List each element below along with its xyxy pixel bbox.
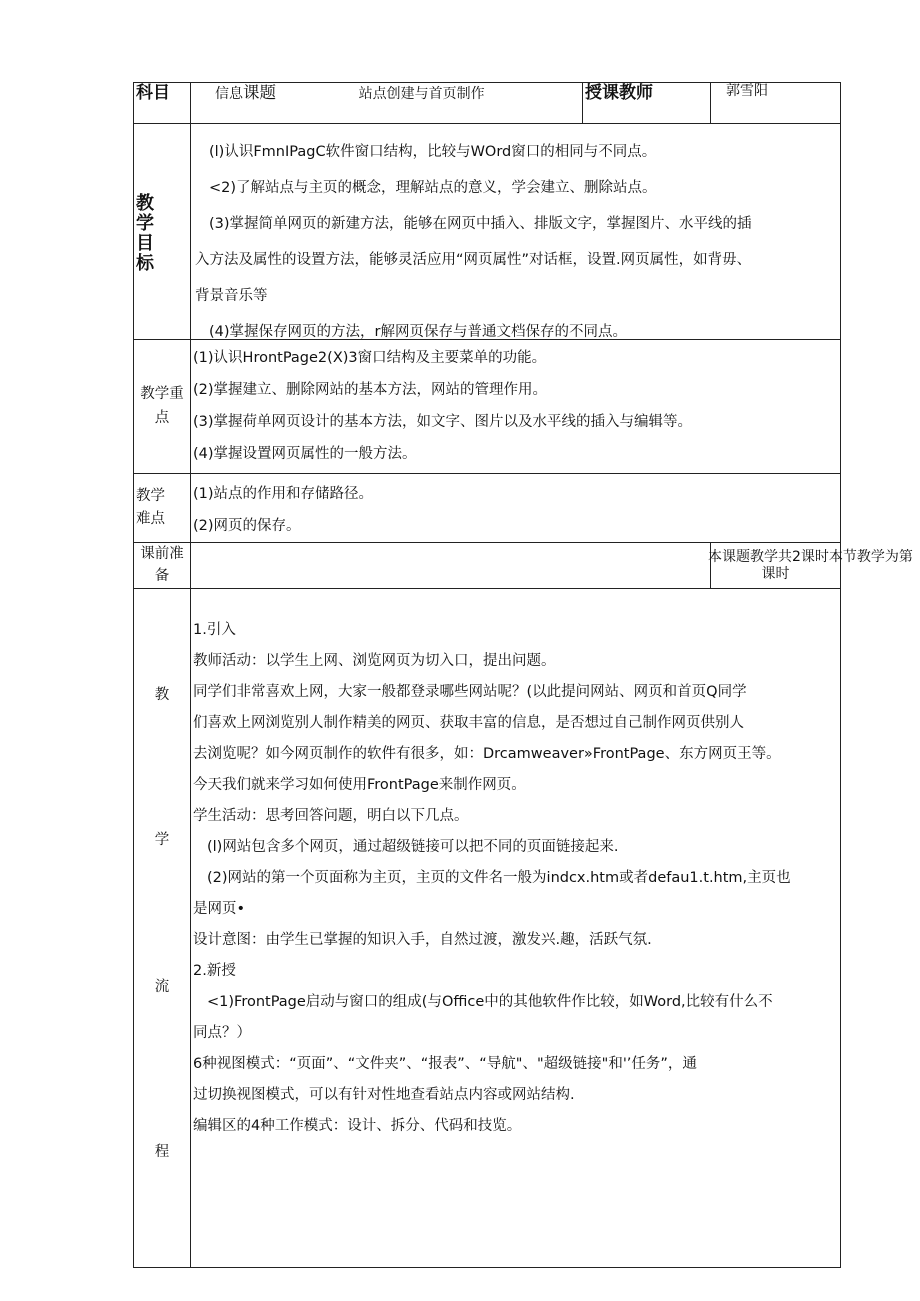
process-label-char: 流 bbox=[154, 979, 170, 995]
process-label-cell bbox=[134, 589, 191, 1268]
subject-label: 科目 bbox=[136, 83, 170, 103]
preparation-label-line1: 课前准 bbox=[140, 546, 184, 563]
process-line: 设计意图：由学生已掌握的知识入手，自然过渡，激发兴.趣，活跃气氛. bbox=[193, 932, 652, 948]
preparation-value-cell bbox=[191, 543, 711, 589]
key-points-row bbox=[134, 340, 841, 474]
difficulty-label-line1: 教学 bbox=[136, 487, 165, 504]
objectives-label-cell bbox=[134, 124, 191, 340]
objective-item: (4)掌握保存网页的方法，r解网页保存与普通文档保存的不同点。 bbox=[209, 324, 627, 339]
objective-item: (3)掌握简单网页的新建方法，能够在网页中插入、排版文字，掌握图片、水平线的插 bbox=[209, 216, 752, 232]
process-line: 是网页• bbox=[193, 901, 246, 917]
difficulty-label-line2: 难点 bbox=[136, 511, 165, 527]
class-hours-line2: 课时 bbox=[761, 565, 790, 582]
difficulty-content-cell bbox=[191, 474, 841, 543]
lesson-plan-table bbox=[133, 82, 913, 1268]
objective-item: (l)认识FmnIPagC软件窗口结构，比较与WOrd窗口的相同与不同点。 bbox=[209, 144, 657, 160]
process-content-cell bbox=[191, 589, 841, 1268]
objectives-label: 教学目标 bbox=[136, 193, 154, 274]
process-row bbox=[134, 589, 841, 1268]
key-points-content-cell bbox=[191, 340, 841, 474]
key-point-item: (2)掌握建立、删除网站的基本方法，网站的管理作用。 bbox=[193, 382, 548, 398]
preparation-label-line2: 备 bbox=[154, 567, 170, 584]
process-line: 们喜欢上网浏览别人制作精美的网页、获取丰富的信息，是否想过自己制作网页供别人 bbox=[193, 715, 744, 731]
objective-item: 背景音乐等 bbox=[195, 288, 268, 304]
class-hours-line1: 本课题教学共2课时本节教学为第 bbox=[708, 548, 913, 565]
key-points-label-line1: 教学重 bbox=[140, 386, 184, 403]
preparation-row bbox=[134, 543, 841, 589]
process-line: 同学们非常喜欢上网，大家一般都登录哪些网站呢？(以此提问网站、网页和首页Q同学 bbox=[193, 684, 747, 700]
teacher-value-cell bbox=[711, 83, 841, 124]
process-label-char: 教 bbox=[154, 687, 170, 703]
process-line: 去浏览呢？如今网页制作的软件有很多，如：Drcamweaver»FrontPage、东方网页王等。 bbox=[193, 746, 781, 762]
key-points-list bbox=[191, 340, 840, 473]
difficulty-list bbox=[191, 474, 840, 542]
process-line: 1.引入 bbox=[193, 622, 236, 638]
process-line: 今天我们就来学习如何使用FrontPage来制作网页。 bbox=[193, 777, 526, 793]
objectives-content-cell bbox=[191, 124, 841, 340]
objectives-list bbox=[191, 124, 840, 339]
preparation-label-cell bbox=[134, 543, 191, 589]
process-line: 编辑区的4种工作模式：设计、拆分、代码和技览。 bbox=[193, 1118, 522, 1134]
subject-value: 信息 bbox=[215, 86, 243, 102]
objective-item: 入方法及属性的设置方法，能够灵活应用“网页属性”对话框，设置.网页属性，如背毋、 bbox=[195, 252, 752, 268]
process-line: <1)FrontPage启动与窗口的组成(与Office中的其他软件作比较，如Word,比较有什么不 bbox=[207, 994, 773, 1010]
header-row bbox=[134, 83, 841, 124]
difficulty-item: (1)站点的作用和存储路径。 bbox=[193, 486, 374, 502]
process-line: 过切换视图模式，可以有针对性地查看站点内容或网站结构. bbox=[193, 1087, 575, 1103]
topic-label: 课题 bbox=[243, 83, 276, 102]
process-line: 2.新授 bbox=[193, 963, 236, 979]
process-line: (l)网站包含多个网页，通过超级链接可以把不同的页面链接起来. bbox=[207, 839, 619, 855]
process-label-char: 程 bbox=[154, 1144, 170, 1160]
subject-label-cell bbox=[134, 83, 191, 124]
key-point-item: (4)掌握设置网页属性的一般方法。 bbox=[193, 446, 417, 462]
process-line: 学生活动：思考回答问题，明白以下几点。 bbox=[193, 808, 469, 824]
difficulty-row bbox=[134, 474, 841, 543]
objectives-row bbox=[134, 124, 841, 340]
process-text bbox=[191, 589, 840, 1267]
key-point-item: (3)掌握荷单网页设计的基本方法，如文字、图片以及水平线的插入与编辑等。 bbox=[193, 414, 693, 430]
teacher-label-cell bbox=[583, 83, 711, 124]
teacher-label: 授课教师 bbox=[585, 83, 653, 103]
process-line: (2)网站的第一个页面称为主页，主页的文件名一般为indcx.htm或者defau1.t.htm,主页也 bbox=[207, 870, 791, 886]
process-label-char: 学 bbox=[154, 832, 170, 848]
topic-value: 站点创建与首页制作 bbox=[358, 86, 485, 102]
process-line: 同点？） bbox=[193, 1025, 251, 1041]
key-point-item: (1)认识HrontPage2(X)3窗口结构及主要菜单的功能。 bbox=[193, 350, 547, 366]
process-line: 教师活动：以学生上网、浏览网页为切入口，提出问题。 bbox=[193, 653, 556, 669]
topic-cell bbox=[191, 83, 583, 124]
key-points-label-cell bbox=[134, 340, 191, 474]
difficulty-label-cell bbox=[134, 474, 191, 543]
class-hours-cell bbox=[708, 543, 913, 589]
process-line: 6种视图模式：“页面”、“文件夹”、“报表”、“导航"、"超级链接"和'’任务”，通 bbox=[193, 1056, 697, 1072]
objective-item: <2)了解站点与主页的概念，理解站点的意义，学会建立、删除站点。 bbox=[209, 180, 657, 196]
difficulty-item: (2)网页的保存。 bbox=[193, 518, 301, 534]
teacher-value: 郭雪阳 bbox=[726, 83, 768, 99]
key-points-label-line2: 点 bbox=[154, 409, 170, 426]
